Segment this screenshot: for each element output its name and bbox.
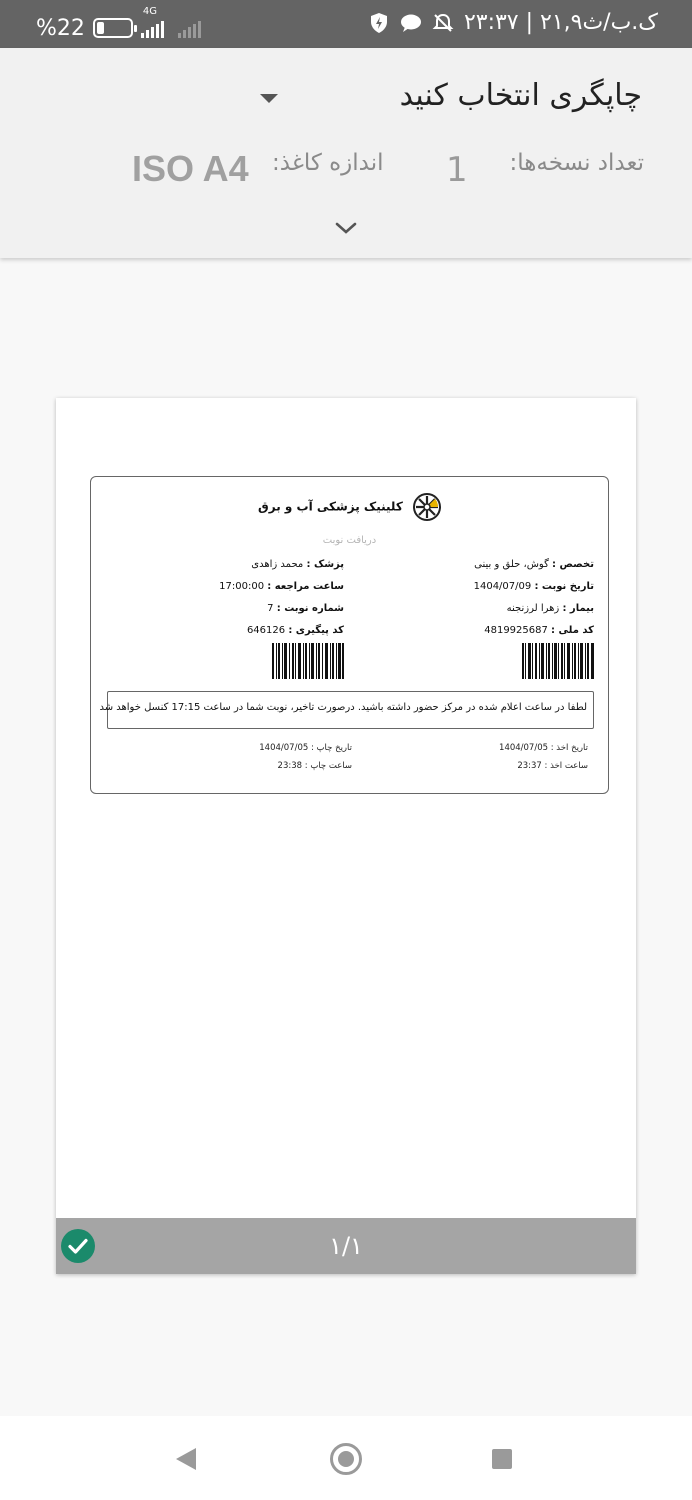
page-footer [56, 1218, 636, 1274]
copies-value[interactable]: 1 [446, 150, 468, 190]
doctor-value: محمد زاهدی [251, 559, 304, 570]
shield-bolt-icon [368, 12, 390, 34]
doctor-label: پزشک : [306, 559, 344, 570]
network-type: 4G [142, 6, 158, 17]
print-time-field [278, 761, 352, 771]
print-date-label: تاریخ چاپ : [310, 743, 352, 753]
turn-number-label: شماره نوبت : [276, 603, 344, 614]
take-time-value: 23:37 [517, 761, 542, 771]
patient-label: بیمار : [562, 603, 594, 614]
print-time-label: ساعت چاپ : [304, 761, 352, 771]
visit-time-field [219, 581, 344, 592]
paper-size-value[interactable]: ISO A4 [132, 148, 249, 189]
take-date-value: 1404/07/05 [499, 743, 549, 753]
signal-icon [141, 6, 164, 44]
print-date-value: 1404/07/05 [259, 743, 309, 753]
national-id-label: کد ملی : [551, 625, 594, 636]
patient-value: زهرا لرزنجنه [506, 603, 560, 614]
clinic-logo-icon [413, 493, 441, 521]
signal-2-icon [178, 18, 201, 38]
status-time-date: ۲۳:۳۷ | ۲۱,۹ک.ب/ث [463, 10, 658, 35]
tracking-code-field [247, 625, 344, 636]
print-options-header [0, 48, 692, 258]
chevron-down-icon[interactable] [334, 216, 358, 240]
national-id-field [484, 625, 594, 636]
muted-bell-icon [432, 12, 454, 34]
battery-percent: %22 [36, 15, 85, 41]
dropdown-caret-icon[interactable] [260, 94, 278, 103]
print-time-value: 23:38 [277, 761, 303, 771]
specialty-label: تخصص : [552, 559, 594, 570]
tracking-code-value: 646126 [246, 625, 286, 636]
chat-bubble-icon [400, 12, 422, 34]
national-id-value: 4819925687 [484, 625, 548, 636]
status-right [368, 10, 658, 35]
take-time-label: ساعت اخذ : [544, 761, 588, 771]
home-icon[interactable] [330, 1443, 362, 1475]
paper-size-label: اندازه کاغذ: [272, 150, 384, 176]
tracking-code-barcode [272, 643, 344, 679]
back-icon[interactable] [176, 1448, 196, 1470]
visit-time-label: ساعت مراجعه : [267, 581, 344, 592]
appointment-date-label: تاریخ نوبت : [534, 581, 594, 592]
printer-select[interactable]: چاپگری انتخاب کنید [399, 78, 642, 113]
national-id-barcode [522, 643, 594, 679]
status-bar [0, 0, 692, 48]
appointment-date-value: 1404/07/09 [473, 581, 532, 592]
clinic-header [91, 493, 608, 521]
tracking-code-label: کد پیگیری : [288, 625, 344, 636]
late-arrival-notice: لطفا در ساعت اعلام شده در مرکز حضور داشته باشید. درصورت تاخیر، نوبت شما در ساعت 17:15 کنسل خواهد شد [107, 691, 594, 729]
clinic-name: کلینیک پزشکی آب و برق [258, 499, 403, 514]
turn-number-value: 7 [267, 603, 274, 614]
navigation-bar [0, 1416, 692, 1500]
receipt-subtitle: دریافت نوبت [322, 535, 377, 546]
take-date-field [499, 743, 588, 753]
take-date-label: تاریخ اخذ : [550, 743, 588, 753]
status-left [36, 6, 201, 44]
visit-time-value: 17:00:00 [219, 581, 265, 592]
appointment-receipt [90, 476, 609, 794]
specialty-value: گوش، حلق و بینی [474, 559, 549, 570]
recent-apps-icon[interactable] [492, 1449, 512, 1469]
turn-number-field [267, 603, 344, 614]
page-indicator: ۱/۱ [329, 1232, 363, 1260]
take-time-field [517, 761, 588, 771]
doctor-field [251, 559, 344, 570]
appointment-date-field [474, 581, 594, 592]
specialty-field [474, 559, 594, 570]
page-preview[interactable] [56, 398, 636, 1274]
copies-label: تعداد نسخه‌ها: [509, 150, 644, 176]
battery-icon [93, 18, 133, 38]
print-date-field [259, 743, 352, 753]
patient-field [507, 603, 594, 614]
